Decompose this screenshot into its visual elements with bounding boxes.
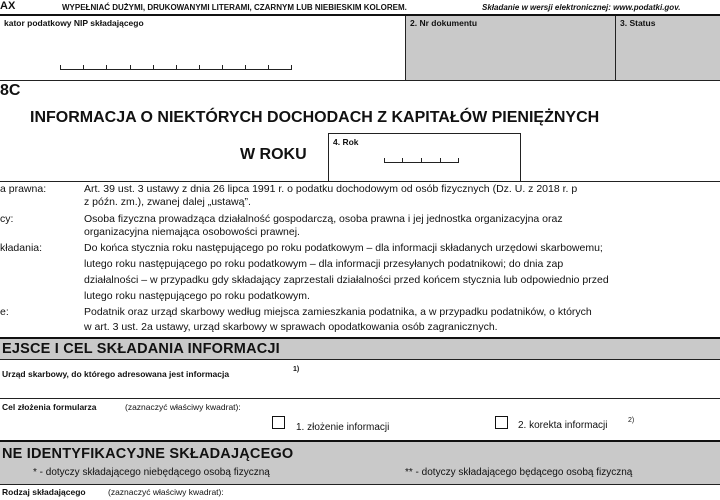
doc-number-label: 2. Nr dokumentu	[410, 18, 478, 28]
nip-label: kator podatkowy NIP składającego	[4, 18, 144, 28]
year-field[interactable]	[328, 133, 521, 182]
info-text-deadline: lutego roku następującego po roku podatkowym – dla informacji przesyłanych podatnikowi; do dnia zap	[84, 258, 564, 270]
electronic-submission-note: Składanie w wersji elektronicznej: www.podatki.gov.	[482, 3, 681, 12]
nip-input[interactable]	[60, 63, 292, 70]
info-label-recipients: e:	[0, 306, 9, 318]
option-correction-footnote: 2)	[628, 417, 635, 424]
divider	[0, 398, 720, 399]
divider	[0, 181, 720, 182]
info-text-filers: Osoba fizyczna prowadząca działalność gospodarczą, osoba prawna i jej jednostka organizacyjna oraz	[84, 213, 563, 225]
note-non-natural-person: * - dotyczy składającego niebędącego osobą fizyczną	[33, 467, 270, 478]
tax-office-label: Urząd skarbowy, do którego adresowana jest informacja	[2, 369, 230, 379]
fill-instruction: WYPEŁNIAĆ DUŻYMI, DRUKOWANYMI LITERAMI, CZARNYM LUB NIEBIESKIM KOLOREM.	[62, 3, 407, 12]
info-label-filers: cy:	[0, 213, 14, 225]
divider	[0, 484, 720, 485]
divider	[405, 16, 406, 80]
option-submission-checkbox[interactable]	[272, 416, 285, 429]
form-title: INFORMACJA O NIEKTÓRYCH DOCHODACH Z KAPITAŁÓW PIENIĘŻNYCH	[30, 109, 600, 126]
year-input[interactable]	[384, 156, 459, 163]
info-text-deadline: działalności – w przypadku gdy składający zaprzestali działalności przed końcem stycznia lub odpowiednio przed	[84, 274, 609, 286]
info-label-deadline: kładania:	[0, 242, 43, 254]
divider	[0, 80, 720, 81]
purpose-label: Cel złożenia formularza	[2, 402, 97, 412]
divider	[615, 16, 616, 80]
status-label: 3. Status	[620, 18, 656, 28]
tax-office-field[interactable]	[0, 360, 720, 397]
form-code-fragment: AX	[0, 0, 16, 12]
section-b-header	[0, 442, 720, 484]
info-text-recipients: w art. 3 ust. 2a ustawy, urząd skarbowy w sprawach opodatkowania osób zagranicznych.	[84, 321, 498, 333]
tax-office-footnote: 1)	[293, 366, 300, 373]
info-text-deadline: lutego roku następującego po roku podatkowym.	[84, 290, 310, 302]
section-a-header	[0, 339, 720, 359]
option-submission-label: 1. złożenie informacji	[296, 422, 390, 433]
filer-type-hint: (zaznaczyć właściwy kwadrat):	[108, 487, 224, 497]
filer-type-label: Rodzaj składającego	[2, 487, 86, 497]
info-label-legal-basis: a prawna:	[0, 183, 47, 195]
purpose-hint: (zaznaczyć właściwy kwadrat):	[125, 402, 241, 412]
option-correction-checkbox[interactable]	[495, 416, 508, 429]
info-text-recipients: Podatnik oraz urząd skarbowy według miejsca zamieszkania podatnika, a w przypadku podatników, o których	[84, 306, 592, 318]
note-natural-person: ** - dotyczy składającego będącego osobą fizyczną	[405, 467, 633, 478]
info-text-filers: organizacyjna niemająca osobowości prawnej.	[84, 226, 300, 238]
option-correction-label: 2. korekta informacji	[518, 420, 608, 431]
info-text-legal-basis: z późn. zm.), zwanej dalej „ustawą”.	[84, 196, 251, 208]
section-b-title: NE IDENTYFIKACYJNE SKŁADAJĄCEGO	[2, 446, 294, 462]
year-label: 4. Rok	[333, 137, 359, 147]
info-text-legal-basis: Art. 39 ust. 3 ustawy z dnia 26 lipca 1991 r. o podatku dochodowym od osób fizycznych (Dz. U. z 2018 r. p	[84, 183, 578, 195]
info-text-deadline: Do końca stycznia roku następującego po roku podatkowym – dla informacji składanych urzędowi skarbowemu;	[84, 242, 603, 254]
form-symbol: 8C	[0, 82, 21, 99]
section-a-title: EJSCE I CEL SKŁADANIA INFORMACJI	[2, 341, 280, 357]
form-title-year: W ROKU	[240, 146, 307, 163]
